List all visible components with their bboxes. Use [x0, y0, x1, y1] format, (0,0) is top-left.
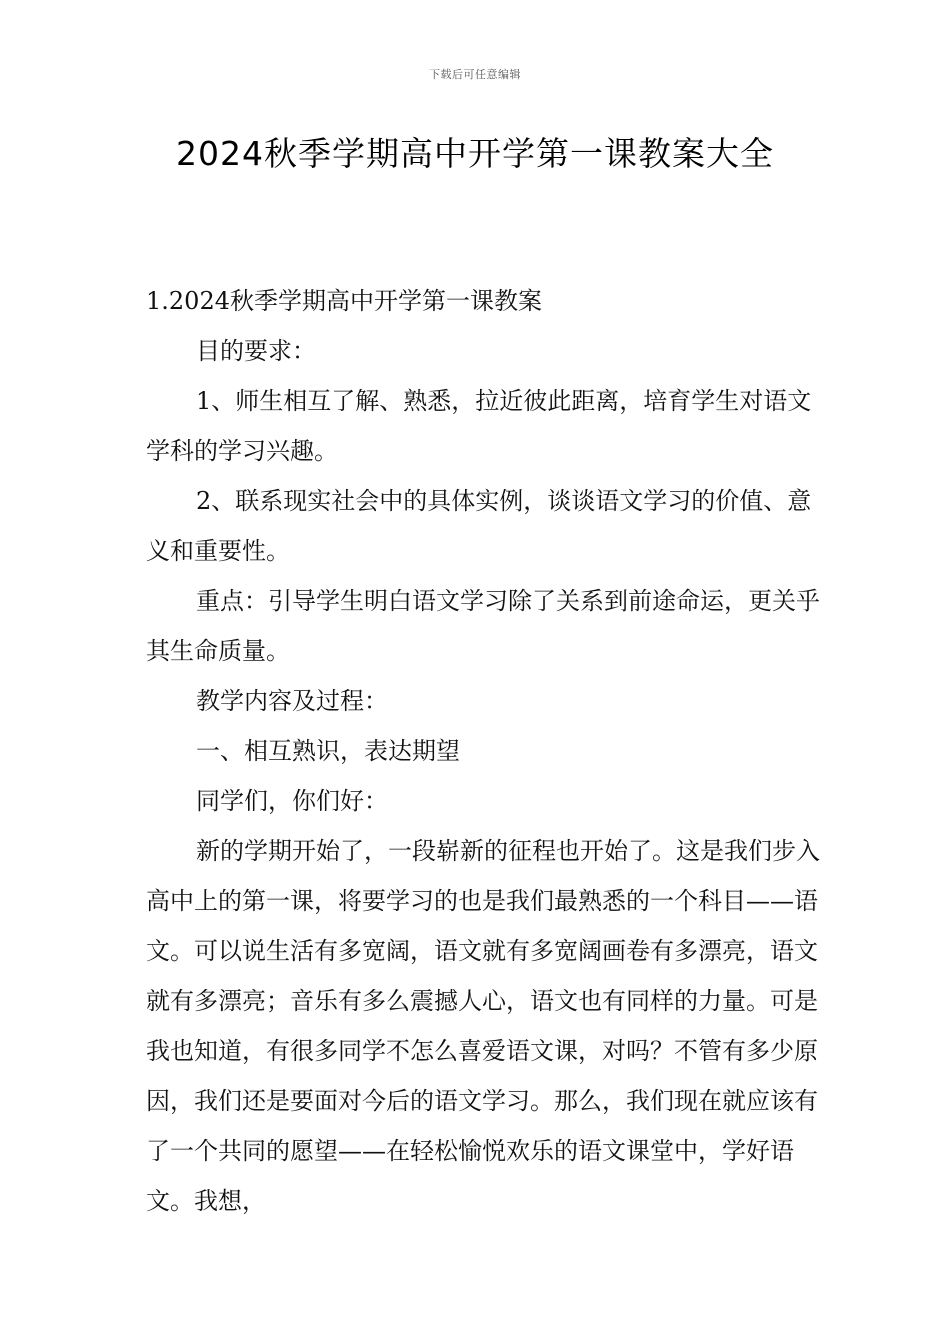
- document-title: 2024秋季学期高中开学第一课教案大全: [176, 134, 774, 173]
- paragraph-introduction: 新的学期开始了，一段崭新的征程也开始了。这是我们步入高中上的第一课，将要学习的也是我们最熟悉的一个科目——语文。可以说生活有多宽阔，语文就有多宽阔画卷有多漂亮，语文就有多漂亮；音乐有多么震撼人心，语文也有同样的力量。可是我也知道，有很多同学不怎么喜爱语文课，对吗？不管有多少原因，我们还是要面对今后的语文学习。那么，我们现在就应该有了一个共同的愿望——在轻松愉悦欢乐的语文课堂中，学好语文。我想，: [146, 837, 820, 1215]
- document-body: [146, 276, 826, 1226]
- paragraph-objective-1: 1、师生相互了解、熟悉，拉近彼此距离，培育学生对语文学科的学习兴趣。: [146, 387, 812, 465]
- paragraph-part-one-heading: 一、相互熟识，表达期望: [196, 737, 460, 765]
- paragraph-key-point: 重点：引导学生明白语文学习除了关系到前途命运，更关乎其生命质量。: [146, 587, 820, 665]
- section-title: 1.2024秋季学期高中开学第一课教案: [146, 287, 542, 315]
- paragraph-greeting: 同学们，你们好：: [196, 787, 388, 815]
- paragraph-content-heading: 教学内容及过程：: [196, 687, 388, 715]
- header-note: 下载后可任意编辑: [429, 68, 521, 81]
- paragraph-objectives-heading: 目的要求：: [196, 337, 316, 365]
- paragraph-objective-2: 2、联系现实社会中的具体实例，谈谈语文学习的价值、意义和重要性。: [146, 487, 812, 565]
